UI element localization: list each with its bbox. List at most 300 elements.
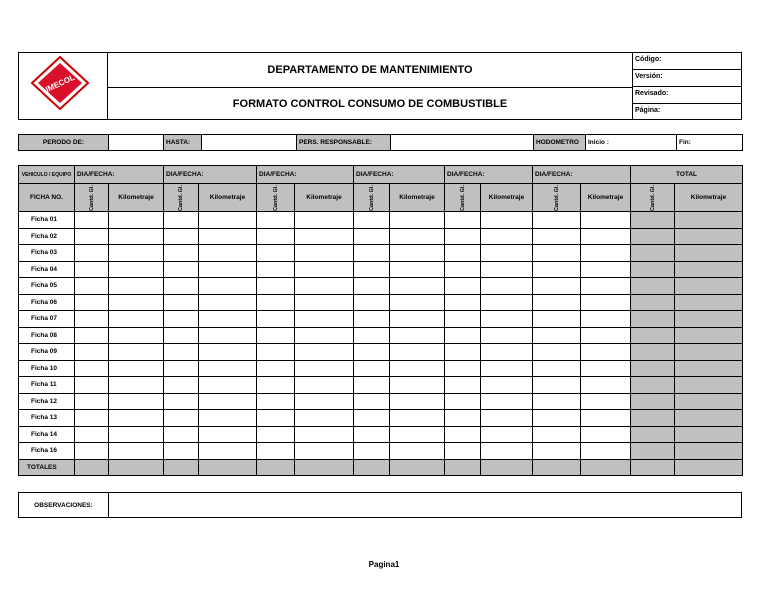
grid-cell[interactable] — [631, 410, 675, 427]
grid-cell[interactable] — [390, 426, 445, 443]
table-row — [19, 311, 743, 328]
grid-cell[interactable] — [675, 294, 743, 311]
grid-cell[interactable] — [581, 278, 631, 295]
grid-cell[interactable] — [390, 377, 445, 394]
total-cell[interactable] — [109, 459, 164, 476]
grid-cell[interactable] — [675, 426, 743, 443]
company-logo — [30, 55, 90, 110]
grid-cell[interactable] — [631, 212, 675, 229]
grid-cell[interactable] — [164, 443, 199, 460]
grid-cell[interactable] — [164, 228, 199, 245]
cant-header: Cantd. Gl. — [533, 184, 581, 212]
grid-cell[interactable] — [675, 360, 743, 377]
grid-cell[interactable] — [675, 311, 743, 328]
grid-cell[interactable] — [295, 410, 354, 427]
grid-cell[interactable] — [390, 245, 445, 262]
grid-cell[interactable] — [199, 377, 257, 394]
grid-cell[interactable] — [199, 393, 257, 410]
grid-cell[interactable] — [354, 294, 390, 311]
table-row — [19, 426, 743, 443]
grid-cell[interactable] — [109, 443, 164, 460]
grid-cell[interactable] — [109, 426, 164, 443]
grid-cell[interactable] — [295, 360, 354, 377]
grid-cell[interactable] — [257, 278, 295, 295]
grid-cell[interactable] — [581, 327, 631, 344]
grid-cell[interactable] — [257, 245, 295, 262]
grid-cell[interactable] — [295, 228, 354, 245]
grid-cell[interactable] — [581, 294, 631, 311]
grid-cell[interactable] — [675, 393, 743, 410]
responsable-input[interactable] — [391, 135, 534, 151]
ficha-label: Ficha 02 — [19, 228, 75, 245]
ficha-label: Ficha 03 — [19, 245, 75, 262]
cant-header: Cantd. Gl. — [354, 184, 390, 212]
grid-cell[interactable] — [481, 278, 533, 295]
observaciones-label: OBSERVACIONES: — [19, 493, 109, 517]
grid-cell[interactable] — [295, 212, 354, 229]
grid-cell[interactable] — [354, 426, 390, 443]
grid-cell[interactable] — [164, 294, 199, 311]
grid-cell[interactable] — [445, 261, 481, 278]
grid-cell[interactable] — [109, 212, 164, 229]
grid-cell[interactable] — [481, 228, 533, 245]
grid-cell[interactable] — [445, 426, 481, 443]
grid-cell[interactable] — [75, 228, 109, 245]
total-cell[interactable] — [164, 459, 199, 476]
grid-cell[interactable] — [390, 443, 445, 460]
grid-cell[interactable] — [631, 278, 675, 295]
grid-cell[interactable] — [581, 393, 631, 410]
logo-text: IMECOL — [44, 72, 77, 95]
grid-cell[interactable] — [631, 327, 675, 344]
km-header: Kilometraje — [581, 184, 631, 212]
grid-cell[interactable] — [295, 327, 354, 344]
grid-cell[interactable] — [295, 393, 354, 410]
grid-cell[interactable] — [109, 410, 164, 427]
grid-cell[interactable] — [390, 327, 445, 344]
grid-cell[interactable] — [295, 261, 354, 278]
grid-cell[interactable] — [481, 311, 533, 328]
table-row — [19, 393, 743, 410]
grid-cell[interactable] — [354, 377, 390, 394]
grid-cell[interactable] — [257, 426, 295, 443]
grid-cell[interactable] — [199, 344, 257, 361]
grid-cell[interactable] — [257, 327, 295, 344]
grid-cell[interactable] — [75, 278, 109, 295]
grid-cell[interactable] — [631, 294, 675, 311]
ficha-label: Ficha 06 — [19, 294, 75, 311]
grid-cell[interactable] — [199, 294, 257, 311]
responsable-label: PERS. RESPONSABLE: — [297, 135, 391, 151]
version-field: Versión: — [632, 69, 742, 87]
table-row — [19, 377, 743, 394]
table-row — [19, 212, 743, 229]
periodo-label: PERODO DE: — [19, 135, 109, 151]
ficha-label: Ficha 09 — [19, 344, 75, 361]
table-row — [19, 360, 743, 377]
grid-cell[interactable] — [581, 426, 631, 443]
grid-cell[interactable] — [581, 377, 631, 394]
grid-cell[interactable] — [481, 360, 533, 377]
grid-cell[interactable] — [675, 443, 743, 460]
ficha-label: Ficha 14 — [19, 426, 75, 443]
total-cell[interactable] — [481, 459, 533, 476]
grid-cell[interactable] — [257, 344, 295, 361]
day-header: DIA/FECHA: — [445, 166, 533, 184]
grid-cell[interactable] — [164, 377, 199, 394]
total-cell[interactable] — [675, 459, 743, 476]
grid-cell[interactable] — [675, 327, 743, 344]
grid-cell[interactable] — [481, 344, 533, 361]
total-cell[interactable] — [445, 459, 481, 476]
total-cell[interactable] — [257, 459, 295, 476]
grid-cell[interactable] — [164, 327, 199, 344]
grid-cell[interactable] — [109, 311, 164, 328]
grid-cell[interactable] — [445, 278, 481, 295]
grid-cell[interactable] — [257, 443, 295, 460]
grid-cell[interactable] — [581, 344, 631, 361]
grid-cell[interactable] — [631, 426, 675, 443]
grid-cell[interactable] — [109, 261, 164, 278]
km-header: Kilometraje — [295, 184, 354, 212]
total-cell[interactable] — [199, 459, 257, 476]
grid-cell[interactable] — [75, 294, 109, 311]
grid-cell[interactable] — [390, 311, 445, 328]
grid-cell[interactable] — [445, 212, 481, 229]
department-cell — [107, 52, 633, 88]
grid-cell[interactable] — [445, 443, 481, 460]
grid-cell[interactable] — [354, 212, 390, 229]
grid-cell[interactable] — [75, 377, 109, 394]
table-row — [19, 344, 743, 361]
grid-cell[interactable] — [109, 278, 164, 295]
grid-cell[interactable] — [109, 393, 164, 410]
table-row — [19, 410, 743, 427]
grid-cell[interactable] — [581, 360, 631, 377]
fin-field[interactable]: Fin: — [677, 135, 743, 151]
cant-header: Cantd. Gl. — [257, 184, 295, 212]
grid-cell[interactable] — [631, 228, 675, 245]
grid-cell[interactable] — [581, 443, 631, 460]
grid-cell[interactable] — [354, 311, 390, 328]
grid-cell[interactable] — [675, 245, 743, 262]
ficha-label: Ficha 12 — [19, 393, 75, 410]
grid-cell[interactable] — [445, 294, 481, 311]
totals-label: TOTALES — [19, 459, 75, 476]
grid-cell[interactable] — [164, 245, 199, 262]
inicio-field[interactable]: Inicio : — [586, 135, 677, 151]
grid-cell[interactable] — [75, 327, 109, 344]
grid-cell[interactable] — [481, 294, 533, 311]
grid-cell[interactable] — [109, 344, 164, 361]
grid-cell[interactable] — [581, 261, 631, 278]
cant-header: Cantd. Gl. — [75, 184, 109, 212]
grid-cell[interactable] — [445, 410, 481, 427]
grid-cell[interactable] — [631, 360, 675, 377]
grid-cell[interactable] — [257, 377, 295, 394]
grid-cell[interactable] — [631, 393, 675, 410]
day-header: DIA/FECHA: — [257, 166, 354, 184]
grid-cell[interactable] — [257, 212, 295, 229]
grid-cell[interactable] — [481, 410, 533, 427]
grid-cell[interactable] — [390, 228, 445, 245]
cant-header: Cantd. Gl. — [164, 184, 199, 212]
grid-cell[interactable] — [481, 426, 533, 443]
pagina-field: Página: — [632, 103, 742, 120]
grid-cell[interactable] — [354, 245, 390, 262]
hasta-input[interactable] — [202, 135, 297, 151]
ficha-label: Ficha 11 — [19, 377, 75, 394]
table-row — [19, 245, 743, 262]
grid-cell[interactable] — [109, 228, 164, 245]
hodometro-label: HODOMETRO — [534, 135, 586, 151]
grid-cell[interactable] — [481, 443, 533, 460]
grid-cell[interactable] — [199, 228, 257, 245]
grid-cell[interactable] — [445, 360, 481, 377]
grid-cell[interactable] — [164, 360, 199, 377]
grid-cell[interactable] — [581, 228, 631, 245]
grid-cell[interactable] — [354, 344, 390, 361]
grid-cell[interactable] — [390, 410, 445, 427]
grid-cell[interactable] — [390, 393, 445, 410]
grid-cell[interactable] — [533, 278, 581, 295]
km-header: Kilometraje — [481, 184, 533, 212]
grid-cell[interactable] — [533, 377, 581, 394]
ficha-label: Ficha 04 — [19, 261, 75, 278]
grid-cell[interactable] — [533, 294, 581, 311]
grid-cell[interactable] — [390, 261, 445, 278]
grid-cell[interactable] — [295, 294, 354, 311]
grid-cell[interactable] — [581, 410, 631, 427]
grid-cell[interactable] — [390, 294, 445, 311]
grid-cell[interactable] — [75, 212, 109, 229]
grid-cell[interactable] — [257, 311, 295, 328]
grid-cell[interactable] — [199, 410, 257, 427]
ficha-header: FICHA NO. — [19, 184, 75, 212]
grid-cell[interactable] — [675, 228, 743, 245]
grid-cell[interactable] — [75, 344, 109, 361]
grid-cell[interactable] — [533, 228, 581, 245]
grid-cell[interactable] — [295, 278, 354, 295]
km-header: Kilometraje — [675, 184, 743, 212]
grid-cell[interactable] — [533, 212, 581, 229]
grid-cell[interactable] — [295, 377, 354, 394]
grid-cell[interactable] — [164, 261, 199, 278]
table-row — [19, 261, 743, 278]
grid-cell[interactable] — [199, 261, 257, 278]
grid-cell[interactable] — [164, 410, 199, 427]
ficha-label: Ficha 08 — [19, 327, 75, 344]
day-header: DIA/FECHA: — [354, 166, 445, 184]
grid-cell[interactable] — [295, 311, 354, 328]
grid-cell[interactable] — [164, 311, 199, 328]
grid-cell[interactable] — [445, 377, 481, 394]
grid-cell[interactable] — [75, 360, 109, 377]
grid-cell[interactable] — [675, 261, 743, 278]
grid-cell[interactable] — [445, 311, 481, 328]
grid-cell[interactable] — [109, 327, 164, 344]
grid-cell[interactable] — [257, 360, 295, 377]
day-header: DIA/FECHA: — [164, 166, 257, 184]
total-cell[interactable] — [581, 459, 631, 476]
grid-cell[interactable] — [445, 228, 481, 245]
grid-cell[interactable] — [533, 261, 581, 278]
grid-cell[interactable] — [533, 327, 581, 344]
total-cell[interactable] — [354, 459, 390, 476]
grid-cell[interactable] — [445, 245, 481, 262]
km-header: Kilometraje — [109, 184, 164, 212]
grid-cell[interactable] — [199, 311, 257, 328]
grid-cell[interactable] — [581, 245, 631, 262]
revisado-field: Revisado: — [632, 86, 742, 104]
grid-cell[interactable] — [631, 377, 675, 394]
grid-cell[interactable] — [75, 311, 109, 328]
total-cell[interactable] — [533, 459, 581, 476]
grid-cell[interactable] — [390, 344, 445, 361]
total-cell[interactable] — [631, 459, 675, 476]
grid-cell[interactable] — [75, 393, 109, 410]
grid-cell[interactable] — [199, 278, 257, 295]
grid-cell[interactable] — [390, 212, 445, 229]
grid-cell[interactable] — [164, 344, 199, 361]
grid-cell[interactable] — [354, 278, 390, 295]
grid-cell[interactable] — [533, 426, 581, 443]
grid-cell[interactable] — [354, 228, 390, 245]
table-row — [19, 278, 743, 295]
grid-cell[interactable] — [581, 212, 631, 229]
grid-cell[interactable] — [533, 245, 581, 262]
department-title: DEPARTAMENTO DE MANTENIMIENTO — [267, 64, 473, 76]
grid-cell[interactable] — [257, 410, 295, 427]
grid-cell[interactable] — [199, 360, 257, 377]
grid-cell[interactable] — [257, 393, 295, 410]
grid-cell[interactable] — [354, 393, 390, 410]
ficha-label: Ficha 01 — [19, 212, 75, 229]
grid-cell[interactable] — [533, 344, 581, 361]
cant-header: Cantd. Gl. — [445, 184, 481, 212]
grid-cell[interactable] — [164, 212, 199, 229]
grid-cell[interactable] — [354, 261, 390, 278]
form-title-cell — [107, 87, 633, 120]
grid-cell[interactable] — [164, 278, 199, 295]
grid-cell[interactable] — [199, 245, 257, 262]
total-cell[interactable] — [75, 459, 109, 476]
grid-cell[interactable] — [481, 212, 533, 229]
ficha-label: Ficha 16 — [19, 443, 75, 460]
total-header: TOTAL — [631, 166, 743, 184]
observaciones-box — [18, 492, 742, 518]
grid-cell[interactable] — [199, 212, 257, 229]
grid-cell[interactable] — [533, 360, 581, 377]
grid-cell[interactable] — [295, 245, 354, 262]
grid-cell[interactable] — [390, 360, 445, 377]
grid-cell[interactable] — [481, 245, 533, 262]
grid-cell[interactable] — [631, 261, 675, 278]
grid-cell[interactable] — [533, 311, 581, 328]
grid-cell[interactable] — [445, 393, 481, 410]
grid-cell[interactable] — [75, 261, 109, 278]
grid-cell[interactable] — [199, 327, 257, 344]
grid-cell[interactable] — [354, 443, 390, 460]
ficha-label: Ficha 10 — [19, 360, 75, 377]
grid-cell[interactable] — [75, 410, 109, 427]
table-row — [19, 228, 743, 245]
grid-cell[interactable] — [481, 327, 533, 344]
form-title: FORMATO CONTROL CONSUMO DE COMBUSTIBLE — [232, 97, 508, 110]
grid-cell[interactable] — [631, 344, 675, 361]
grid-cell[interactable] — [675, 212, 743, 229]
grid-cell[interactable] — [109, 294, 164, 311]
grid-cell[interactable] — [631, 245, 675, 262]
total-cell[interactable] — [295, 459, 354, 476]
grid-cell[interactable] — [533, 443, 581, 460]
grid-cell[interactable] — [445, 344, 481, 361]
grid-cell[interactable] — [445, 327, 481, 344]
grid-cell[interactable] — [75, 443, 109, 460]
ficha-label: Ficha 05 — [19, 278, 75, 295]
grid-cell[interactable] — [533, 410, 581, 427]
periodo-input[interactable] — [109, 135, 164, 151]
vehicle-header: VEHICULO / EQUIPO — [19, 166, 75, 184]
grid-cell[interactable] — [675, 410, 743, 427]
grid-cell[interactable] — [481, 377, 533, 394]
grid-cell[interactable] — [675, 278, 743, 295]
grid-cell[interactable] — [75, 426, 109, 443]
grid-cell[interactable] — [481, 393, 533, 410]
codigo-field: Código: — [632, 52, 742, 70]
grid-cell[interactable] — [199, 426, 257, 443]
grid-cell[interactable] — [581, 311, 631, 328]
grid-cell[interactable] — [390, 278, 445, 295]
table-row — [19, 443, 743, 460]
grid-cell[interactable] — [109, 245, 164, 262]
grid-cell[interactable] — [257, 294, 295, 311]
total-cell[interactable] — [390, 459, 445, 476]
grid-cell[interactable] — [675, 377, 743, 394]
grid-cell[interactable] — [631, 443, 675, 460]
fuel-grid — [18, 165, 743, 476]
day-header: DIA/FECHA: — [75, 166, 164, 184]
grid-cell[interactable] — [257, 228, 295, 245]
grid-cell[interactable] — [295, 344, 354, 361]
cant-header: Cantd. Gl. — [631, 184, 675, 212]
grid-cell[interactable] — [164, 426, 199, 443]
page-footer: Pagina1 — [368, 560, 400, 569]
grid-cell[interactable] — [533, 393, 581, 410]
table-row — [19, 294, 743, 311]
km-header: Kilometraje — [390, 184, 445, 212]
grid-cell[interactable] — [295, 443, 354, 460]
grid-cell[interactable] — [295, 426, 354, 443]
grid-cell[interactable] — [109, 377, 164, 394]
grid-cell[interactable] — [164, 393, 199, 410]
grid-cell[interactable] — [109, 360, 164, 377]
ficha-label: Ficha 07 — [19, 311, 75, 328]
grid-cell[interactable] — [354, 327, 390, 344]
grid-cell[interactable] — [75, 245, 109, 262]
grid-cell[interactable] — [675, 344, 743, 361]
grid-cell[interactable] — [631, 311, 675, 328]
totals-row — [19, 459, 743, 476]
grid-cell[interactable] — [481, 261, 533, 278]
grid-cell[interactable] — [199, 443, 257, 460]
grid-cell[interactable] — [257, 261, 295, 278]
filters-row — [18, 134, 743, 151]
grid-cell[interactable] — [354, 410, 390, 427]
grid-cell[interactable] — [354, 360, 390, 377]
ficha-label: Ficha 13 — [19, 410, 75, 427]
km-header: Kilometraje — [199, 184, 257, 212]
